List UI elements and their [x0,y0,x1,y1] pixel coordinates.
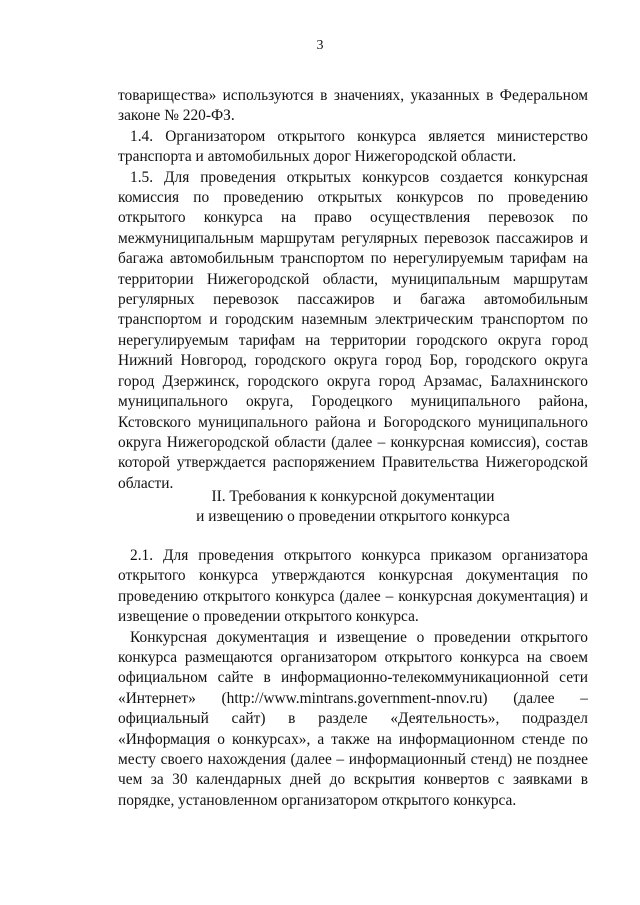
paragraph-2-1: 2.1. Для проведения открытого конкурса приказом организатора открытого конкурса утверждаются конкурсная документация по проведению открытого конкурса (далее – конкурсная документация) и извещение о проведении открытого конкурса. [118,547,588,626]
paragraph-1-4: 1.4. Организатором открытого конкурса является министерство транспорта и автомобильных дорог Нижегородской области. [118,127,588,166]
paragraph-1-5: 1.5. Для проведения открытых конкурсов создается конкурсная комиссия по проведению открытых конкурсов по проведению открытого конкурса на право осуществления перевозок по межмуниципальным маршрутам регулярных перевозок пассажиров и багажа автомобильным транспортом по нерегулируемым тарифам на территории Нижегородской области, муниципальным маршрутам регулярных перевозок пассажиров и багажа автомобильным транспортом и городским наземным электрическим транспортом по нерегулируемым тарифам на территории городского округа город Нижний Новгород, городского округа город Бор, городского округа город Дзержинск, городского округа город Арзамас, Балахнинского муниципального округа, Городецкого муниципального района, Кстовского муниципального района и Богородского муниципального округа Нижегородской области (далее – конкурсная комиссия), состав которой утверждается распоряжением Правительства Нижегородской области. [118,168,588,492]
section-two-text [118,546,588,811]
page-number: 3 [316,38,324,53]
section-two-heading [118,487,588,528]
heading-line-1: II. Требования к конкурсной документации [211,488,495,505]
paragraph-intro-continuation: товарищества» используются в значениях, указанных в Федеральном законе № 220-ФЗ. [118,87,588,125]
heading-line-2: и извещению о проведении открытого конкурса [196,508,510,526]
paragraph-2-1-continued: Конкурсная документация и извещение о проведении открытого конкурса размещаются организатором открытого конкурса на своем официальном сайте в информационно-телекоммуникационной сети «Интернет» (http://www.mintrans.government-nnov.ru) (далее – официальный сайт) в разделе «Деятельность», подраздел «Информация о конкурсах», а также на информационном стенде по месту своего нахождения (далее – информационный стенд) не позднее чем за 30 календарных дней до вскрытия конвертов с заявками в порядке, установленном организатором открытого конкурса. [118,628,588,809]
section-one-text [118,86,588,494]
